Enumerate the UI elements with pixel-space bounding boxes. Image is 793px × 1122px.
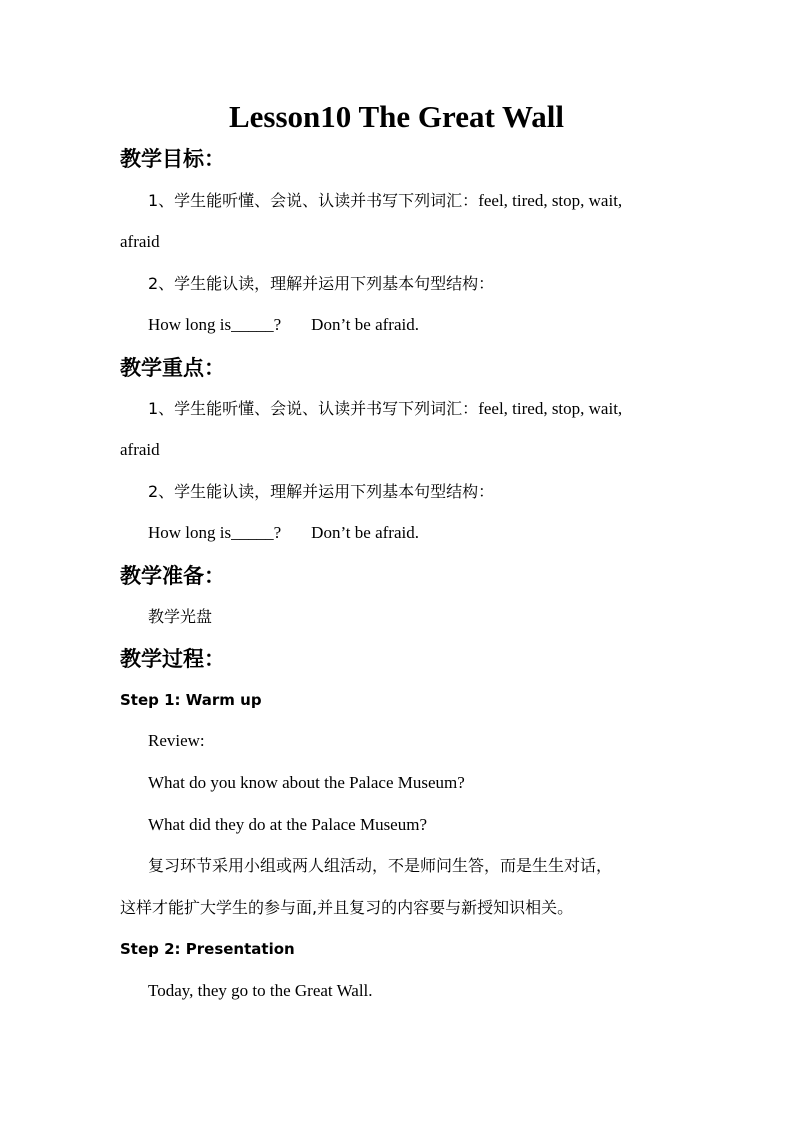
objectives-pattern-1: How long is_____? [148, 315, 282, 334]
preparation-item: 教学光盘 [148, 607, 213, 626]
step-1-title: Step 1: Warm up [120, 691, 262, 709]
step-1-note-line-1: 复习环节采用小组或两人组活动，不是师问生答，而是生生对话， [148, 856, 613, 875]
step-1-review: Review: [148, 731, 205, 750]
objectives-patterns [148, 313, 419, 337]
key-points-item-1-cn: 1、学生能听懂、会说、认读并书写下列词汇： [148, 399, 479, 418]
preparation-heading: 教学准备： [120, 564, 225, 588]
key-points-item-1-continued: afraid [120, 440, 160, 459]
objectives-heading: 教学目标： [120, 147, 225, 171]
objectives-item-2: 2、学生能认读，理解并运用下列基本句型结构： [148, 274, 495, 293]
objectives-item-1-en: feel, tired, stop, wait, [478, 191, 623, 210]
key-points-item-1 [148, 397, 622, 421]
step-1-question-2: What did they do at the Palace Museum? [148, 815, 427, 834]
process-heading: 教学过程： [120, 647, 225, 671]
key-points-item-2: 2、学生能认读，理解并运用下列基本句型结构： [148, 482, 495, 501]
step-2-line-1: Today, they go to the Great Wall. [148, 981, 373, 1000]
objectives-item-1-continued: afraid [120, 232, 160, 251]
objectives-item-1 [148, 189, 622, 213]
key-points-heading: 教学重点： [120, 356, 225, 380]
document-title: Lesson10 The Great Wall [228, 99, 565, 134]
key-points-pattern-2: Don’t be afraid. [311, 523, 419, 542]
key-points-pattern-1: How long is_____? [148, 523, 282, 542]
step-1-question-1: What do you know about the Palace Museum? [148, 773, 465, 792]
step-1-note-line-2: 这样才能扩大学生的参与面,并且复习的内容要与新授知识相关。 [120, 898, 574, 917]
objectives-pattern-2: Don’t be afraid. [311, 315, 419, 334]
step-2-title: Step 2: Presentation [120, 940, 295, 958]
objectives-item-1-cn: 1、学生能听懂、会说、认读并书写下列词汇： [148, 191, 479, 210]
key-points-item-1-en: feel, tired, stop, wait, [478, 399, 623, 418]
key-points-patterns [148, 521, 419, 545]
